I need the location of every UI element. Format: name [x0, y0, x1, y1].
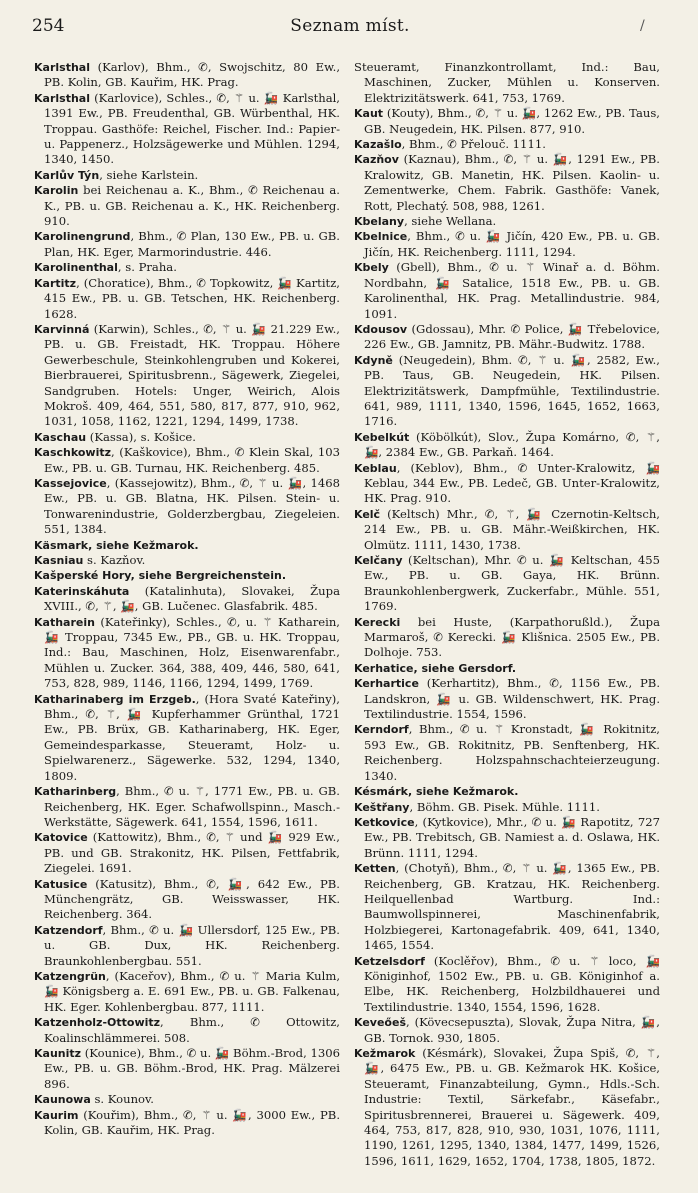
entry-text: (Keltsch) Mhr., ✆, ⚚, 🚂 Czernotin-Keltsch, 214 Ew., PB. u. GB. Mähr.-Weißkirchen, HK. Olmütz. 1111, 1430, 1738. — [364, 506, 660, 552]
left-column — [34, 60, 340, 1170]
directory-entry — [354, 60, 660, 106]
entry-text: , (Keblov), Bhm., ✆ Unter-Kralowitz, 🚂 Keblau, 344 Ew., PB. Ledeč, GB. Unter-Kralowitz, HK. Prag. 910. — [364, 460, 660, 506]
directory-entry — [34, 969, 340, 1015]
directory-entry — [34, 568, 340, 583]
entry-text: (Kassa), s. Košice. — [86, 429, 196, 444]
directory-entry — [34, 584, 340, 615]
directory-entry — [34, 923, 340, 969]
entry-headword: Kazňov — [354, 153, 399, 167]
entry-text: , Böhm. GB. Pisek. Mühle. 1111. — [409, 799, 600, 814]
entry-text: (Karlov), Bhm., ✆, Swojschitz, 80 Ew., PB. Kolin, GB. Kauřim, HK. Prag. — [44, 60, 340, 90]
directory-entry — [354, 1015, 660, 1046]
directory-entry — [34, 430, 340, 445]
directory-entry — [354, 553, 660, 615]
entry-headword: Kaunitz — [34, 1047, 82, 1060]
entry-headword: Kbelany — [354, 215, 405, 229]
directory-entry — [354, 1046, 660, 1169]
entry-headword: Kerndorf — [354, 723, 409, 737]
entry-headword: Katharinaberg im Erzgeb. — [34, 692, 196, 706]
entry-headword: Ketzelsdorf — [354, 954, 425, 968]
entry-headword: Kerecki — [354, 615, 401, 629]
entry-headword: Ketten — [354, 862, 396, 876]
entry-text: , (Kassejowitz), Bhm., ✆, ⚚ u. 🚂, 1468 Ew., PB. u. GB. Blatna, HK. Pilsen. Stein- u. Tonwarenindustrie, Golderzbergbau, Ziegeleien. 551, 1384. — [44, 475, 340, 537]
entry-headword: Kelčany — [354, 554, 403, 567]
entry-headword: Karlsthal — [34, 61, 90, 74]
entry-headword: Katzengrün — [34, 969, 106, 983]
entry-text: (Késmárk), Slovakei, Župa Spiš, ✆, ⚚, 🚂, 6475 Ew., PB. u. GB. Kežmarok HK. Košice, Steueramt, Finanzabteilung, Gymn., Hdls.-Sch. Industrie: Textil, Särkefabr., Käsefabr., Spiritusbrennerei, Brauerei u. Sägewerk. 409, 464, 753, 817, 828, 910, 930, 1031, 1076, 1111, 1190, 1261, 1295, 1340, 1384, 1477, 1499, 1526, 1596, 1611, 1629, 1652, 1704, 1738, 1805, 1872. — [364, 1046, 660, 1168]
directory-entry — [354, 322, 660, 353]
right-column — [354, 60, 660, 1170]
entry-text: , Bhm., ✆ Plan, 130 Ew., PB. u. GB. Plan, HK. Eger, Marmorindustrie. 446. — [44, 229, 340, 259]
entry-text: (Neugedein), Bhm. ✆, ⚚ u. 🚂, 2582, Ew., PB. Taus, GB. Neugedein, HK. Pilsen. Elektrizitätswerk, Dampfmühle, Textilindustrie. 641, 989, 1111, 1340, 1596, 1645, 1652, 1663, 1716. — [364, 352, 660, 429]
directory-entry — [34, 1015, 340, 1046]
directory-entry — [354, 106, 660, 137]
directory-entry — [34, 91, 340, 168]
directory-entry — [34, 615, 340, 692]
entry-headword: Kaschau — [34, 430, 87, 444]
entry-headword: Kaunowa — [34, 1093, 91, 1107]
entry-text: s. Kazňov. — [83, 553, 146, 567]
entry-text: , (Chotyň), Bhm., ✆, ⚚ u. 🚂, 1365 Ew., PB. Reichenberg, GB. Kratzau, HK. Reichenberg. Heilquellenbad Wartburg. Ind.: Baumwollspinnerei, Maschinenfabrik, Holzbiegerei, Kartonagefabrik. 409, 641, 1340, 1465, 1554. — [364, 861, 660, 953]
entry-headword: Katharein — [34, 615, 95, 629]
directory-entry — [354, 615, 660, 661]
entry-headword: Kdousov — [354, 322, 408, 336]
entry-headword: Kbely — [354, 261, 389, 275]
entry-text: (Kerhartitz), Bhm., ✆, 1156 Ew., PB. Landskron, 🚂 u. GB. Wildenschwert, HK. Prag. Textilindustrie. 1554, 1596. — [364, 676, 660, 722]
entry-headword: Karolinengrund — [34, 230, 131, 244]
entry-text: (Köbölkút), Slov., Župa Komárno, ✆, ⚚, 🚂, 2384 Ew., GB. Parkaň. 1464. — [364, 429, 660, 460]
entry-text: (Kouřim), Bhm., ✆, ⚚ u. 🚂, 3000 Ew., PB. Kolin, GB. Kauřim, HK. Prag. — [44, 1107, 340, 1138]
entry-text: bei Huste, (Karpathorußld.), Župa Marmaroš, ✆ Kerecki. 🚂 Klišnica. 2505 Ew., PB. Dolhoje. 753. — [364, 614, 660, 660]
entry-text: Steueramt, Finanzkontrollamt, Ind.: Bau, Maschinen, Zucker, Mühlen u. Konserven. Elektrizitätswerk. 641, 753, 1769. — [354, 60, 660, 105]
entry-text: (Koclěřov), Bhm., ✆ u. ⚚ loco, 🚂 Königinhof, 1502 Ew., PB. u. GB. Königinhof a. Elbe, HK. Reichenberg, Holzbildhauerei und Textilindustrie. 1340, 1554, 1596, 1628. — [364, 953, 660, 1014]
directory-entry — [34, 476, 340, 538]
entry-headword: Kassejovice — [34, 476, 107, 490]
directory-entry — [354, 353, 660, 430]
entry-headword: Karvinná — [34, 322, 90, 336]
directory-entry — [34, 183, 340, 229]
directory-entry — [34, 1046, 340, 1092]
entry-text: , Bhm., ✆ Ottowitz, Koalinschlämmerei. 508. — [44, 1015, 340, 1045]
page-number: 254 — [32, 16, 65, 36]
entry-text: (Katusitz), Bhm., ✆, 🚂, 642 Ew., PB. Münchengrätz, GB. Weisswasser, HK. Reichenberg. 364. — [44, 876, 340, 922]
entries-area — [34, 60, 674, 1170]
entry-text: (Kounice), Bhm., ✆ u. 🚂 Böhm.-Brod, 1306 Ew., PB. u. GB. Böhm.-Brod, HK. Prag. Mälzerei 896. — [44, 1046, 340, 1091]
directory-entry — [34, 877, 340, 923]
directory-entry — [34, 276, 340, 322]
entry-headword: Kaut — [354, 107, 384, 121]
directory-entry — [34, 1092, 340, 1107]
directory-entry — [354, 954, 660, 1016]
entry-headword: Karolinenthal — [34, 261, 118, 275]
directory-entry — [354, 260, 660, 322]
entry-headword: Karlův Týn — [34, 168, 100, 182]
entry-text: (Karlovice), Schles., ✆, ⚚ u. 🚂 Karlsthal, 1391 Ew., PB. Freudenthal, GB. Würbenthal, HK. Troppau. Gasthöfe: Reichel, Fischer. Ind.: Papier- u. Pappenerz., Holzsägewerke und Mühlen. 1294, 1340, 1450. — [44, 90, 340, 167]
entry-headword: Késmárk, siehe Kežmarok. — [354, 785, 519, 799]
entry-headword: Katerinskáhuta — [34, 584, 130, 598]
entry-headword: Käsmark, siehe Kežmarok. — [34, 538, 199, 552]
entry-text: , Bhm., ✆ u. 🚂 Jičín, 420 Ew., PB. u. GB. Jičín, HK. Reichenberg. 1111, 1294. — [364, 229, 660, 259]
entry-headword: Kartitz — [34, 276, 77, 290]
directory-entry — [34, 260, 340, 275]
entry-text: , Bhm., ✆ Přelouč. 1111. — [401, 137, 546, 152]
directory-entry — [354, 214, 660, 229]
directory-entry — [354, 461, 660, 507]
entry-text: , siehe Karlstein. — [99, 167, 199, 182]
directory-entry — [354, 722, 660, 784]
page-header — [30, 14, 670, 40]
directory-entry — [34, 445, 340, 476]
entry-headword: Katzenholz-Ottowitz — [34, 1016, 161, 1030]
directory-entry — [354, 430, 660, 461]
pencil-mark-icon: / — [640, 18, 645, 34]
entry-headword: Karolin — [34, 184, 79, 198]
directory-entry — [354, 815, 660, 861]
entry-text: , (Kaškovice), Bhm., ✆ Klein Skal, 103 Ew., PB. u. GB. Turnau, HK. Reichenberg. 485. — [44, 445, 340, 475]
entry-headword: Kbelnice — [354, 230, 408, 244]
entry-headword: Kazašlo — [354, 138, 402, 152]
directory-entry — [354, 800, 660, 815]
entry-headword: Kaurim — [34, 1108, 79, 1122]
entry-headword: Katzendorf — [34, 923, 103, 937]
entry-headword: Kašperské Hory, siehe Bergreichenstein. — [34, 569, 287, 583]
entry-text: s. Kounov. — [90, 1092, 154, 1107]
entry-headword: Katharinberg — [34, 785, 117, 799]
directory-entry — [354, 661, 660, 676]
entry-text: , (Hora Svaté Kateřiny), Bhm., ✆, ⚚, 🚂 Kupferhammer Grünthal, 1721 Ew., PB. Brüx, GB. Katharinaberg, HK. Eger, Gemeindesparkasse, Steueramt, Holz- u. Spielwarenerz., Sägewerke. 532, 1294, 1340, 1809. — [44, 691, 340, 783]
entry-text: (Karwin), Schles., ✆, ⚚ u. 🚂 21.229 Ew., PB. u. GB. Freistadt, HK. Troppau. Höhere Gewerbeschule, Steinkohlengruben und Kokerei, Bierbrauerei, Spiritusbrenn., Sägewerk, Ziegelei, Sandgruben. Hotels: Unger, Weirich, Alois Mokroš. 409, 464, 551, 580, 817, 877, 910, 962, 1031, 1058, 1162, 1221, 1294, 1499, 1738. — [44, 321, 340, 429]
entry-headword: Kežmarok — [354, 1047, 416, 1060]
entry-text: (Kaznau), Bhm., ✆, ⚚ u. 🚂, 1291 Ew., PB. Kralowitz, GB. Manetin, HK. Pilsen. Kaolin- u. Zementwerke, Chem. Fabrik. Gasthöfe: Vanek, Rott, Plechatý. 508, 988, 1261. — [364, 152, 660, 213]
entry-text: (Katalinhuta), Slovakei, Župa XVIII., ✆, ⚚, 🚂, GB. Lučenec. Glasfabrik. 485. — [44, 583, 340, 614]
directory-entry — [354, 137, 660, 152]
entry-text: (Kattowitz), Bhm., ✆, ⚚ und 🚂 929 Ew., PB. und GB. Strakonitz, HK. Pilsen, Fettfabrik, Ziegelei. 1691. — [44, 830, 340, 876]
entry-text: , (Choratice), Bhm., ✆ Topkowitz, 🚂 Kartitz, 415 Ew., PB. u. GB. Tetschen, HK. Reichenberg. 1628. — [44, 275, 340, 321]
directory-entry — [34, 784, 340, 830]
directory-entry — [354, 676, 660, 722]
directory-entry — [354, 507, 660, 553]
entry-text: (Kouty), Bhm., ✆, ⚚ u. 🚂, 1262 Ew., PB. Taus, GB. Neugedein, HK. Pilsen. 877, 910. — [364, 106, 660, 136]
directory-entry — [34, 538, 340, 553]
directory-entry — [354, 784, 660, 799]
directory-entry — [34, 229, 340, 260]
entry-text: (Gdossau), Mhr. ✆ Police, 🚂 Třebelovice, 226 Ew., GB. Jamnitz, PB. Mähr.-Budwitz. 1788. — [364, 321, 660, 352]
directory-entry — [354, 861, 660, 953]
entry-headword: Keštřany — [354, 800, 410, 814]
entry-text: , Bhm., ✆ u. 🚂 Ullersdorf, 125 Ew., PB. u. GB. Dux, HK. Reichenberg. Braunkohlenbergbau. 551. — [44, 922, 340, 968]
entry-headword: Katovice — [34, 831, 88, 845]
entry-headword: Keblau — [354, 461, 397, 475]
directory-entry — [34, 830, 340, 876]
entry-headword: Kaschkowitz — [34, 446, 112, 460]
directory-entry — [34, 553, 340, 568]
directory-entry — [34, 60, 340, 91]
entry-headword: Kelč — [354, 507, 381, 521]
entry-text: bei Reichenau a. K., Bhm., ✆ Reichenau a. K., PB. u. GB. Reichenau a. K., HK. Reichenberg. 910. — [44, 183, 340, 229]
entry-headword: Kerhartice — [354, 677, 419, 691]
directory-entry — [354, 229, 660, 260]
entry-headword: Keveőeš — [354, 1016, 406, 1030]
directory-entry — [354, 152, 660, 214]
directory-entry — [34, 322, 340, 430]
entry-text: (Gbell), Bhm., ✆ u. ⚚ Winař a. d. Böhm. Nordbahn, 🚂 Satalice, 1518 Ew., PB. u. GB. Karolinenthal, HK. Prag. Metallindustrie. 984, 1091. — [364, 260, 660, 321]
entry-text: (Kateřinky), Schles., ✆, u. ⚚ Katharein, 🚂 Troppau, 7345 Ew., PB., GB. u. HK. Troppau, Ind.: Bau, Maschinen, Holz, Eisenwarenfabr., Mühlen u. Zucker. 364, 388, 409, 446, 580, 641, 753, 828, 989, 1146, 1166, 1294, 1499, 1769. — [44, 614, 340, 691]
entry-headword: Kerhatice, siehe Gersdorf. — [354, 661, 517, 675]
directory-entry — [34, 692, 340, 784]
entry-text: , s. Praha. — [117, 260, 177, 275]
entry-text: , (Kytkovice), Mhr., ✆ u. 🚂 Rapotitz, 727 Ew., PB. Trebitsch, GB. Namiest a. d. Oslawa, HK. Brünn. 1111, 1294. — [364, 814, 660, 860]
entry-text: , Bhm., ✆ u. ⚚ Kronstadt, 🚂 Rokitnitz, 593 Ew., GB. Rokitnitz, PB. Senftenberg, HK. Reichenberg. Holzspahnschachteierzeugung. 1340. — [364, 722, 660, 783]
entry-headword: Katusice — [34, 877, 88, 891]
entry-headword: Ketkovice — [354, 815, 415, 829]
entry-headword: Kdyně — [354, 353, 393, 367]
entry-text: , siehe Wellana. — [404, 214, 497, 229]
entry-text: (Keltschan), Mhr. ✆ u. 🚂 Keltschan, 455 Ew., PB. u. GB. Gaya, HK. Brünn. Braunkohlenbergwerk, Zuckerfabr., Mühle. 551, 1769. — [364, 553, 660, 614]
directory-entry — [34, 1108, 340, 1139]
entry-text: , (Kaceřov), Bhm., ✆ u. ⚚ Maria Kulm, 🚂 Königsberg a. E. 691 Ew., PB. u. GB. Falkenau, HK. Eger. Kohlenbergbau. 877, 1111. — [44, 968, 340, 1014]
page-title: Seznam míst. — [290, 16, 410, 36]
entry-text: , Bhm., ✆ u. ⚚, 1771 Ew., PB. u. GB. Reichenberg, HK. Eger. Schafwollspinn., Masch.-Werkstätte, Sägewerk. 641, 1554, 1596, 1611. — [44, 784, 340, 829]
directory-entry — [34, 168, 340, 183]
entry-headword: Kebelkút — [354, 430, 410, 444]
entry-headword: Kasniau — [34, 554, 84, 567]
entry-text: , (Kövecsepuszta), Slovak, Župa Nitra, 🚂, GB. Tornok. 930, 1805. — [364, 1015, 660, 1045]
entry-headword: Karlsthal — [34, 91, 90, 105]
